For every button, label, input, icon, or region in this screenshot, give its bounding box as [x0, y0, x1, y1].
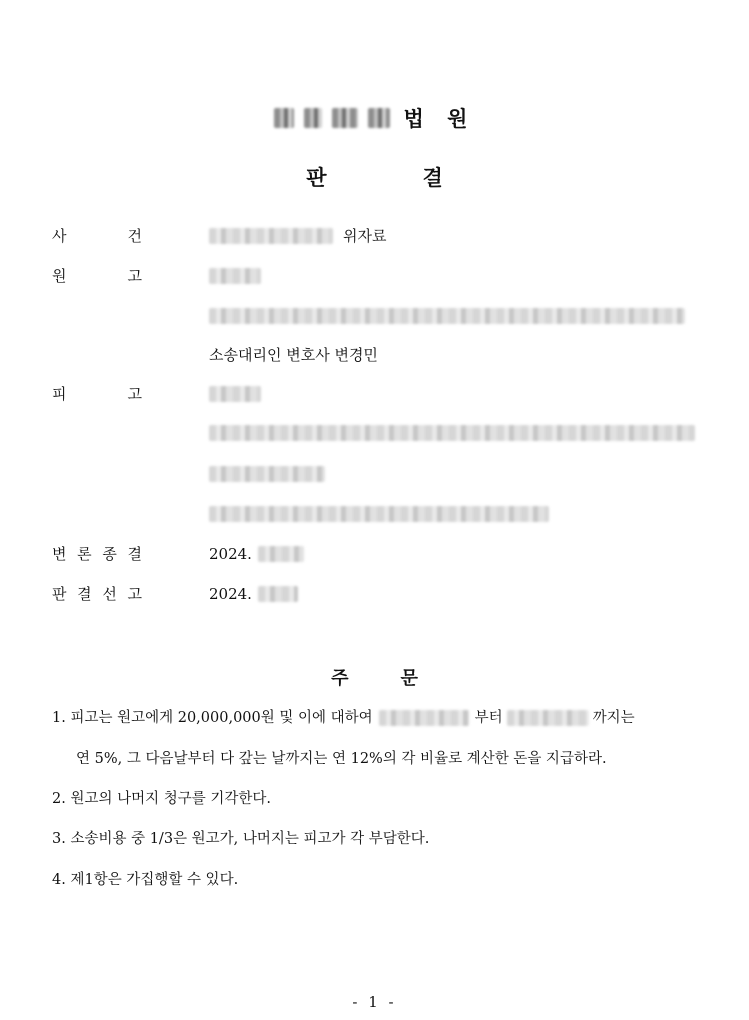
- case-name: 위자료: [343, 227, 387, 245]
- order-item-2: 2. 원고의 나머지 청구를 기각한다.: [52, 791, 271, 807]
- defendant-address-line-2: [209, 463, 325, 485]
- defendant-name: [209, 383, 261, 405]
- argument-closed-label: 변 론 종 결: [52, 545, 142, 563]
- case-value: [209, 225, 386, 247]
- order-heading: 주 문: [331, 668, 418, 689]
- defendant-address-line-1: [209, 422, 695, 444]
- case-label: 사 건: [52, 227, 142, 245]
- judgment-date-label: 판 결 선 고: [52, 585, 142, 603]
- case-number-redaction: [209, 228, 333, 244]
- plaintiff-name: [209, 265, 261, 287]
- order-item-1: 1. 피고는 원고에게 20,000,000원 및 이에 대하여 부터 까지는: [52, 710, 635, 726]
- order-item-3: 3. 소송비용 중 1/3은 원고가, 나머지는 피고가 각 부담한다.: [52, 831, 430, 847]
- court-name: 법 원: [403, 107, 476, 131]
- order-item-1-continued: 연 5%, 그 다음날부터 다 갚는 날까지는 연 12%의 각 비율로 계산한 돈을 지급하라.: [76, 751, 607, 767]
- order-item-4: 4. 제1항은 가집행할 수 있다.: [52, 872, 239, 888]
- plaintiff-attorney: 소송대리인 변호사 변경민: [209, 346, 378, 364]
- defendant-label: 피 고: [52, 385, 142, 403]
- plaintiff-address: [209, 305, 685, 327]
- court-title: [0, 103, 749, 133]
- defendant-representative: [209, 503, 549, 525]
- court-name-redaction: [274, 108, 390, 128]
- argument-closed-date: 2024.: [209, 543, 304, 565]
- page-number: - 1 -: [352, 993, 397, 1011]
- heading-char-1: 판: [306, 166, 327, 190]
- heading-char-2: 결: [422, 166, 443, 190]
- plaintiff-label: 원 고: [52, 267, 142, 285]
- judgment-date: 2024.: [209, 583, 298, 605]
- document-heading: [0, 162, 749, 192]
